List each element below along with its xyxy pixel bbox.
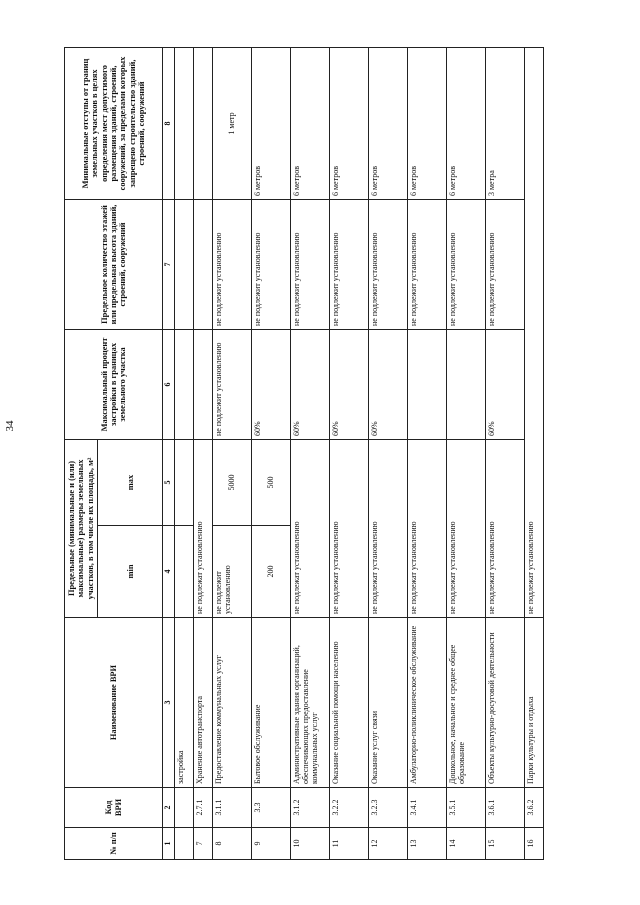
row-setback: 1 метр [213,48,252,200]
header-no: № п/п [65,828,163,860]
regulations-table [64,47,544,860]
column-number: 1 [163,828,175,860]
row-size-merged: не подлежат установлению [194,440,213,618]
row-code: 3.5.1 [447,788,486,828]
table-row [486,48,525,860]
table-row [330,48,369,860]
row-setback: 6 метров [330,48,369,200]
row-name: Парки культуры и отдыха [525,618,544,788]
row-no: 14 [447,828,486,860]
row-setback: 6 метров [252,48,291,200]
table-row [291,48,330,860]
row-percent: 60% [291,330,330,440]
row-no: 13 [408,828,447,860]
row-code: 3.3 [252,788,291,828]
row-size-merged: не подлежат установлению [291,440,330,618]
header-min: min [98,526,163,618]
column-number: 7 [163,200,175,330]
header-floors: Предельное количество этажей или предельная высота зданий, строений, сооружений [65,200,163,330]
row-no: 16 [525,828,544,860]
row-code: 2.7.1 [194,788,213,828]
column-number: 8 [163,48,175,200]
column-number: 6 [163,330,175,440]
row-size-merged: не подлежат установлению [486,440,525,618]
row-no: 8 [213,828,252,860]
row-percent: 60% [486,330,525,440]
row-name: Бытовое обслуживание [252,618,291,788]
row-setback: 6 метров [369,48,408,200]
row-code: 3.2.3 [369,788,408,828]
row-floors: не подлежит установлению [252,200,291,330]
row-floors: не подлежит установлению [330,200,369,330]
row-no: 15 [486,828,525,860]
column-number: 4 [163,526,175,618]
row-name: Предоставление коммунальных услуг [213,618,252,788]
row-name: Хранение автотранспорта [194,618,213,788]
row-floors: не подлежит установлению [447,200,486,330]
row-percent [447,330,486,440]
row-percent [408,330,447,440]
row-floors: не подлежит установлению [369,200,408,330]
row-name: застройка [175,618,194,788]
row-percent: не подлежит установлению [213,330,252,440]
row-min: не подлежит установлению [213,526,252,618]
header-size-group: Предельные (минимальные и (или) максимальные) размеры земельных участков, в том числе их площадь, м² [65,440,98,618]
row-size-merged: не подлежат установлению [369,440,408,618]
row-floors: не подлежит установлению [291,200,330,330]
column-number: 2 [163,788,175,828]
header-percent: Максимальный процент застройки в границах земельного участка [65,330,163,440]
header-name: Наименование ВРИ [65,618,163,788]
table-row [408,48,447,860]
row-percent: 60% [369,330,408,440]
row-max: 500 [252,440,291,526]
row-percent: 60% [330,330,369,440]
table-row [252,48,291,860]
row-name: Административные здания организаций, обеспечивающих предоставление коммунальных услуг [291,618,330,788]
row-floors: не подлежит установлению [213,200,252,330]
table-row [369,48,408,860]
table-row [525,48,544,860]
header-code: Код ВРИ [65,788,163,828]
row-setback: 3 метра [486,48,525,200]
row-no: 9 [252,828,291,860]
row-name: Объекты культурно-досуговой деятельности [486,618,525,788]
column-number: 5 [163,440,175,526]
table-row [213,48,252,860]
row-size-merged: не подлежат установлению [330,440,369,618]
row-no: 12 [369,828,408,860]
row-code: 3.1.2 [291,788,330,828]
table-row [175,48,194,860]
row-min: 200 [252,526,291,618]
row-setback: 6 метров [447,48,486,200]
page-number: 34 [4,420,16,432]
row-no: 7 [194,828,213,860]
row-code: 3.6.1 [486,788,525,828]
row-floors: не подлежит установлению [408,200,447,330]
row-size-merged: не подлежат установлению [447,440,486,618]
table-row [447,48,486,860]
row-no: 11 [330,828,369,860]
row-floors: не подлежит установлению [486,200,525,330]
row-max: 5000 [213,440,252,526]
row-code: 3.4.1 [408,788,447,828]
row-percent: 60% [252,330,291,440]
row-name: Оказание социальной помощи населению [330,618,369,788]
row-size-merged: не подлежат установлению [525,48,544,618]
rotated-table-page [64,48,579,860]
column-number: 3 [163,618,175,788]
row-setback: 6 метров [408,48,447,200]
row-name: Дошкольное, начальное и среднее общее образование [447,618,486,788]
row-size-merged: не подлежат установлению [408,440,447,618]
header-max: max [98,440,163,526]
row-code: 3.6.2 [525,788,544,828]
header-setback: Минимальные отступы от границ земельных участков в целях определения мест допустимого размещения зданий, строений, сооружений, за пределами которых запрещено строительство зданий, строений, сооружений [65,48,163,200]
row-code: 3.2.2 [330,788,369,828]
row-no: 10 [291,828,330,860]
row-name: Оказание услуг связи [369,618,408,788]
row-name: Амбулаторно-поликлиническое обслуживание [408,618,447,788]
row-setback: 6 метров [291,48,330,200]
row-code: 3.1.1 [213,788,252,828]
table-row [194,48,213,860]
